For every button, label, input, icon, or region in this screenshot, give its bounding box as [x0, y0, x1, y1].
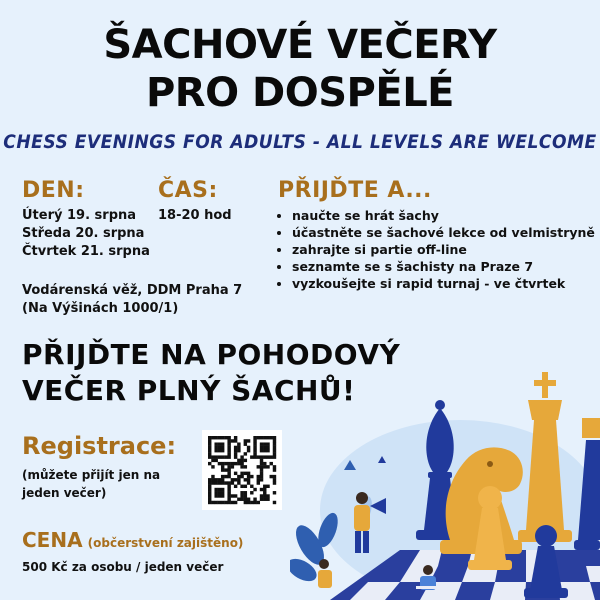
activity-item: • seznamte se s šachisty na Praze 7: [292, 258, 596, 275]
tagline-line-1: PŘIJĎTE NA POHODOVÝ: [22, 338, 401, 371]
den-heading: DEN:: [22, 178, 85, 203]
activity-item: • naučte se hrát šachy: [292, 207, 596, 224]
location: [22, 282, 272, 318]
cas-time: 18-20 hod: [158, 208, 232, 223]
price-value: 500 Kč za osobu / jeden večer: [22, 560, 224, 574]
chess-illustration: [290, 360, 600, 600]
price-label: CENA: [22, 528, 83, 552]
qr-code-icon: [202, 430, 282, 510]
registration-section: [22, 432, 197, 502]
location-line-2: (Na Výšinách 1000/1): [22, 301, 179, 316]
registration-note-line-1: (můžete přijít jen na: [22, 468, 161, 482]
activity-list: [278, 207, 596, 292]
tagline-line-2: VEČER PLNÝ ŠACHŮ!: [22, 374, 356, 407]
location-line-1: Vodárenská věž, DDM Praha 7: [22, 283, 243, 298]
prijdte-section: [278, 178, 596, 292]
den-section: [22, 178, 162, 261]
gold-rook-piece: [582, 418, 600, 438]
registration-note-line-2: jeden večer): [22, 486, 107, 500]
den-days: [22, 207, 162, 261]
title-line-2: PRO DOSPĚLÉ: [145, 70, 454, 116]
day-item: Středa 20. srpna: [22, 226, 145, 241]
title-line-1: ŠACHOVÉ VEČERY: [103, 22, 497, 68]
subtitle: CHESS EVENINGS FOR ADULTS - ALL LEVELS ARE WELCOME: [3, 131, 597, 153]
activity-item: • účastněte se šachové lekce od velmistryně: [292, 224, 596, 241]
person-sitting: [318, 559, 332, 588]
day-item: Čtvrtek 21. srpna: [22, 244, 150, 259]
day-item: Úterý 19. srpna: [22, 208, 137, 223]
registration-note: [22, 466, 197, 502]
registration-heading: Registrace:: [22, 432, 177, 460]
activity-item: • vyzkoušejte si rapid turnaj - ve čtvrtek: [292, 275, 596, 292]
price-section: [22, 528, 312, 576]
registration-qr-code[interactable]: [202, 430, 282, 510]
prijdte-heading: PŘIJĎTE A...: [278, 178, 432, 203]
cas-section: [158, 178, 268, 225]
cas-heading: ČAS:: [158, 178, 218, 203]
price-note: (občerstvení zajištěno): [87, 536, 244, 550]
activity-item: • zahrajte si partie off-line: [292, 241, 596, 258]
